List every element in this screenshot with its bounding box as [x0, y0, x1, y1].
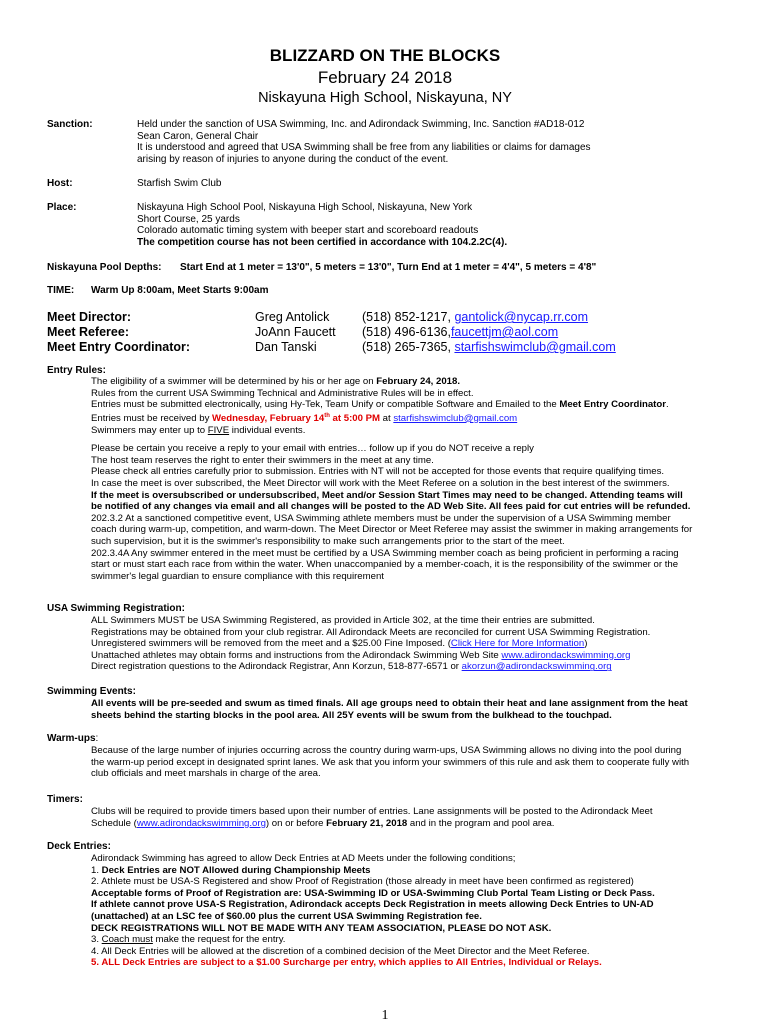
page-number: 1	[381, 1008, 389, 1023]
rule-line: the warm-up period except in designated sprint lanes. We ask that you inform your swimmers of this rule and ask them to cooperate fully with	[91, 756, 690, 768]
rule-line: Swimmers may enter up to FIVE individual events.	[91, 424, 306, 436]
events-heading: Swimming Events:	[47, 686, 136, 697]
place-line: Colorado automatic timing system with beeper start and scoreboard readouts	[137, 225, 479, 236]
official-contact	[362, 325, 558, 340]
place-certification: The competition course has not been certified in accordance with 104.2.2C(4).	[137, 236, 508, 248]
rule-line: Adirondack Swimming has agreed to allow Deck Entries at AD Meets under the following conditions;	[91, 853, 516, 864]
rule-line: swimmer's legal guardian to ensure compliance with this requirement	[91, 570, 384, 582]
rule-line: Entries must be submitted electronically, using Hy-Tek, Team Unify or compatible Software and Emailed to the Meet Entry Coordinator.	[91, 399, 669, 411]
rule-line: If athlete cannot prove USA-S Registration, Adirondack accepts Deck Registration in meets allowing Deck Entries to UN-AD	[91, 899, 654, 911]
rule-line: Unregistered swimmers will be removed from the meet and a $25.00 Fine Imposed. (Click Here for More Information)	[91, 638, 588, 650]
entry-rules-heading: Entry Rules:	[47, 365, 106, 376]
meet-date: February 24 2018	[317, 68, 453, 87]
official-phone: (518) 852-1217,	[362, 310, 455, 324]
rule-line: Unattached athletes may obtain forms and instructions from the Adirondack Swimming Web Site www.adirondackswimming.org	[91, 649, 631, 661]
official-email-link[interactable]: faucettjm@aol.com	[450, 325, 559, 339]
rule-line: start or must start each race from within the water. When unaccompanied by a member-coach, it is the responsibility of the swimmer or the	[91, 559, 679, 571]
deck-body	[91, 853, 727, 969]
rule-line: Clubs will be required to provide timers based upon their number of entries. Lane assignments will be posted to the Adirondack Meet	[91, 806, 653, 817]
timers-heading: Timers:	[47, 794, 83, 805]
official-role: Meet Entry Coordinator:	[47, 340, 191, 354]
meet-location: Niskayuna High School, Niskayuna, NY	[258, 90, 512, 106]
official-contact	[362, 340, 616, 355]
rule-line: sheets behind the starting blocks in the pool area. All 25Y events will be swum from the bulkhead to the touchpad.	[91, 709, 612, 721]
sanction-line: Sean Caron, General Chair	[137, 130, 259, 142]
place-line: Short Course, 25 yards	[137, 213, 240, 225]
official-phone: (518) 265-7365,	[362, 340, 455, 354]
official-email-link[interactable]: starfishswimclub@gmail.com	[454, 340, 616, 354]
rule-line: Rules from the current USA Swimming Technical and Administrative Rules will be in effect.	[91, 387, 474, 399]
rule-line: club officials and meet marshals in charge of the area.	[91, 768, 321, 780]
time-label: TIME:	[47, 285, 75, 296]
rule-line: DECK REGISTRATIONS WILL NOT BE MADE WITH ANY TEAM ASSOCIATION, PLEASE DO NOT ASK.	[91, 922, 552, 934]
place-text	[137, 202, 507, 248]
sanction-line: Held under the sanction of USA Swimming, Inc. and Adirondack Swimming, Inc. Sanction #AD18-012	[137, 119, 585, 130]
more-info-link[interactable]: Click Here for More Information	[450, 638, 585, 650]
rule-line: Registrations may be obtained from your club registrar. All Adirondack Meets are reconciled for current USA Swimming Registration.	[91, 626, 651, 638]
depths-label: Niskayuna Pool Depths:	[47, 262, 162, 273]
official-contact	[362, 310, 588, 325]
rule-line: be notified of any changes via email and all changes will be posted to the AD Web Site. All fees paid for cut entries will be refunded.	[91, 501, 691, 513]
sanction-line: It is understood and agreed that USA Swimming shall be free from any liabilities or claims for damages	[137, 142, 591, 153]
rule-line: All events will be pre-seeded and swum as timed finals. All age groups need to obtain their heat and lane assignment from the heat	[91, 698, 688, 709]
timers-body	[91, 806, 727, 829]
rule-line: Direct registration questions to the Adirondack Registrar, Ann Korzun, 518-877-6571 or akorzun@adirondackswimming.org	[91, 661, 612, 673]
rule-line: 3. Coach must make the request for the entry.	[91, 934, 286, 946]
official-email-link[interactable]: gantolick@nycap.rr.com	[454, 310, 589, 324]
rule-line: The host team reserves the right to enter their swimmers in the meet at any time.	[91, 454, 434, 466]
sanction-label: Sanction:	[47, 119, 93, 130]
sanction-text	[137, 119, 591, 165]
rule-line: 2. Athlete must be USA-S Registered and show Proof of Registration (those already in meet have been confirmed as registered)	[91, 876, 634, 888]
rule-line: (unattached) at an LSC fee of $60.00 plus the current USA Swimming Registration fee.	[91, 910, 482, 922]
official-name: Greg Antolick	[255, 310, 330, 324]
rule-line: Please be certain you receive a reply to your email with entries… follow up if you do NOT receive a reply	[91, 443, 534, 455]
rule-line: such supervision, but it is the swimmer's responsibility to make such arrangements prior to the start of the meet.	[91, 535, 565, 547]
host-value: Starfish Swim Club	[137, 178, 222, 189]
rule-line: Please check all entries carefully prior to submission. Entries with NT will not be accepted for those events that require qualifying times.	[91, 466, 665, 478]
deck-heading: Deck Entries:	[47, 841, 111, 852]
registration-body	[91, 615, 727, 673]
official-phone: (518) 496-6136,	[362, 325, 451, 339]
place-line: Niskayuna High School Pool, Niskayuna High School, Niskayuna, New York	[137, 202, 473, 213]
official-name: Dan Tanski	[255, 340, 317, 354]
rule-line: Acceptable forms of Proof of Registration are: USA-Swimming ID or USA-Swimming Club Portal Team Listing or Deck Pass.	[91, 887, 655, 899]
rule-line: Because of the large number of injuries occurring across the country during warm-ups, USA Swimming allows no diving into the pool during	[91, 745, 682, 756]
adirondack-site-link[interactable]: www.adirondackswimming.org	[501, 649, 631, 661]
official-role: Meet Referee:	[47, 325, 129, 339]
rule-line: Entries must be received by Wednesday, February 14th at 5:00 PM at starfishswimclub@gmail.com	[91, 412, 518, 424]
rule-line: 202.3.2 At a sanctioned competitive event, USA Swimming athlete members must be under the supervision of a USA Swimming member	[91, 512, 671, 524]
rule-line: 202.3.4A Any swimmer entered in the meet must be certified by a USA Swimming member coach as being proficient in performing a racing	[91, 547, 679, 559]
registrar-email-link[interactable]: akorzun@adirondackswimming.org	[461, 661, 612, 673]
entry-rules-body	[91, 376, 727, 582]
entry-email-link[interactable]: starfishswimclub@gmail.com	[393, 412, 518, 424]
meet-title: BLIZZARD ON THE BLOCKS	[269, 46, 501, 65]
rule-line: ALL Swimmers MUST be USA Swimming Registered, as provided in Article 302, at the time their entries are submitted.	[91, 615, 595, 626]
rule-line: The eligibility of a swimmer will be determined by his or her age on February 24, 2018.	[91, 376, 461, 387]
rule-line: If the meet is oversubscribed or undersubscribed, Meet and/or Session Start Times may need to be changed. Attending teams will	[91, 489, 683, 501]
depths-value: Start End at 1 meter = 13'0", 5 meters = 13'0", Turn End at 1 meter = 4'4", 5 meters = 4'8"	[180, 262, 597, 273]
official-role: Meet Director:	[47, 310, 132, 324]
sanction-line: arising by reason of injuries to anyone during the conduct of the event.	[137, 153, 449, 165]
registration-heading: USA Swimming Registration:	[47, 603, 185, 614]
rule-line: Schedule (www.adirondackswimming.org) on or before February 21, 2018 and in the program and pool area.	[91, 817, 555, 829]
official-name: JoAnn Faucett	[255, 325, 336, 339]
warmups-heading: Warm-ups:	[47, 733, 99, 744]
rule-line: In case the meet is over subscribed, the Meet Director will work with the Meet Referee on a solution in the best interest of the swimmers.	[91, 477, 670, 489]
rule-line: coach during warm-up, competition, and warm-down. The Meet Director or Meet Referee may assist the swimmer in making arrangements for	[91, 524, 693, 536]
time-value: Warm Up 8:00am, Meet Starts 9:00am	[91, 285, 269, 296]
events-body	[91, 698, 727, 721]
schedule-link[interactable]: www.adirondackswimming.org	[136, 817, 266, 829]
place-label: Place:	[47, 202, 77, 213]
warmups-body	[91, 745, 727, 780]
rule-line: 1. Deck Entries are NOT Allowed during Championship Meets	[91, 864, 371, 876]
rule-line: 5. ALL Deck Entries are subject to a $1.00 Surcharge per entry, which applies to All Entries, Individual or Relays.	[91, 957, 602, 969]
host-label: Host:	[47, 178, 73, 189]
rule-line: 4. All Deck Entries will be allowed at the discretion of a combined decision of the Meet Director and the Meet Referee.	[91, 945, 590, 957]
